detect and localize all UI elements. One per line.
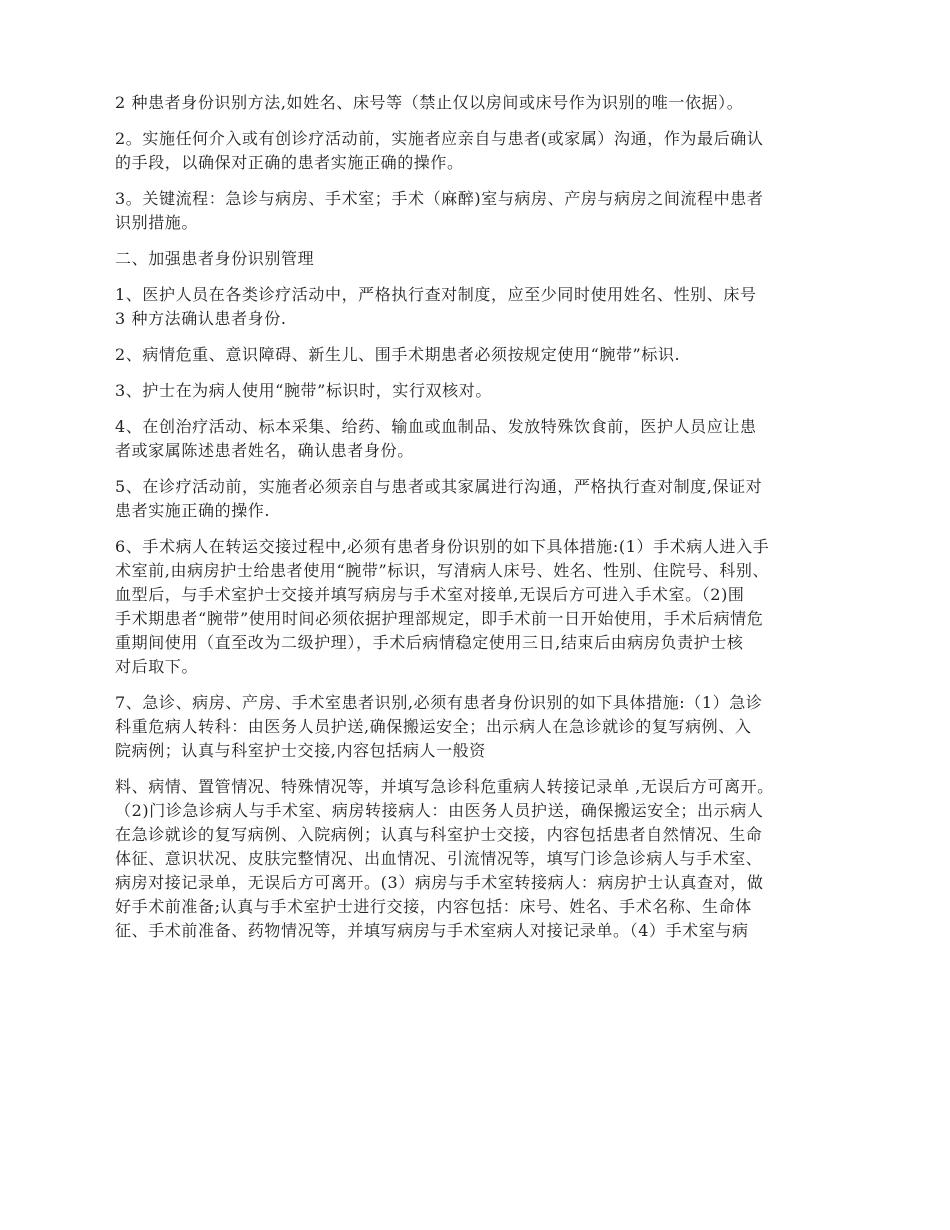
text-line: 病房对接记录单，无误后方可离开。(3）病房与手术室转接病人：病房护士认真查对，做	[115, 873, 764, 892]
paragraph	[115, 379, 835, 403]
text-line: 的手段，以确保对正确的患者实施正确的操作。	[115, 153, 464, 172]
text-line: 3、护士在为病人使用“腕带”标识时，实行双核对。	[115, 381, 492, 400]
text-line: （2)门诊急诊病人与手术室、病房转接病人：由医务人员护送，确保搬运安全；出示病人	[115, 801, 764, 820]
paragraph	[115, 91, 835, 115]
paragraph	[115, 415, 835, 463]
text-line: 料、病情、置管情况、特殊情况等，并填写急诊科危重病人转接记录单 ,无误后方可离开。	[115, 777, 774, 796]
text-line: 5、在诊疗活动前，实施者必须亲自与患者或其家属进行沟通，严格执行查对制度,保证对	[115, 477, 763, 496]
text-line: 者或家属陈述患者姓名，确认患者身份。	[115, 441, 414, 460]
paragraph	[115, 343, 835, 367]
text-line: 征、手术前准备、药物情况等，并填写病房与手术室病人对接记录单。（4）手术室与病	[115, 921, 749, 940]
section-heading	[115, 247, 835, 271]
text-line: 对后取下。	[115, 657, 199, 676]
text-line: 好手术前准备;认真与手术室护士进行交接，内容包括：床号、姓名、手术名称、生命体	[115, 897, 752, 916]
text-line: 6、手术病人在转运交接过程中,必须有患者身份识别的如下具体措施:(1）手术病人进入手	[115, 537, 770, 556]
text-line: 体征、意识状况、皮肤完整情况、出血情况、引流情况等，填写门诊急诊病人与手术室、	[115, 849, 763, 868]
text-line: 重期间使用（直至改为二级护理），手术后病情稳定使用三日,结束后由病房负责护士核	[115, 633, 744, 652]
text-line: 院病例；认真与科室护士交接,内容包括病人一般资	[115, 741, 486, 760]
text-line: 1、医护人员在各类诊疗活动中，严格执行查对制度，应至少同时使用姓名、性别、床号	[115, 285, 757, 304]
text-line: 术室前,由病房护士给患者使用“腕带”标识，写清病人床号、姓名、性别、住院号、科别、	[115, 561, 770, 580]
text-line: 血型后，与手术室护士交接并填写病房与手术室对接单,无误后方可进入手术室。（2)围	[115, 585, 745, 604]
paragraph	[115, 691, 835, 763]
text-line: 3。关键流程：急诊与病房、手术室；手术（麻醉)室与病房、产房与病房之间流程中患者	[115, 189, 764, 208]
text-line: 识别措施。	[115, 213, 199, 232]
text-line: 3 种方法确认患者身份.	[115, 309, 287, 328]
text-line: 2。实施任何介入或有创诊疗活动前，实施者应亲自与患者(或家属）沟通，作为最后确认	[115, 129, 764, 148]
text-line: 手术期患者“腕带”使用时间必须依据护理部规定，即手术前一日开始使用，手术后病情危	[115, 609, 764, 628]
paragraph	[115, 535, 835, 679]
text-line: 患者实施正确的操作.	[115, 501, 271, 520]
text-line: 2、病情危重、意识障碍、新生儿、围手术期患者必须按规定使用“腕带”标识.	[115, 345, 681, 364]
text-line: 7、急诊、病房、产房、手术室患者识别,必须有患者身份识别的如下具体措施:（1）急诊	[115, 693, 763, 712]
paragraph	[115, 775, 835, 943]
paragraph	[115, 127, 835, 175]
text-line: 4、在创治疗活动、标本采集、给药、输血或血制品、发放特殊饮食前，医护人员应让患	[115, 417, 757, 436]
paragraph	[115, 187, 835, 235]
text-line: 在急诊就诊的复写病例、入院病例；认真与科室护士交接，内容包括患者自然情况、生命	[115, 825, 763, 844]
paragraph	[115, 475, 835, 523]
document-body	[115, 91, 835, 955]
text-line: 2 种患者身份识别方法,如姓名、床号等（禁止仅以房间或床号作为识别的唯一依据）。	[115, 93, 744, 112]
paragraph	[115, 283, 835, 331]
text-line: 二、加强患者身份识别管理	[115, 249, 315, 268]
text-line: 科重危病人转科：由医务人员护送,确保搬运安全；出示病人在急诊就诊的复写病例、入	[115, 717, 752, 736]
